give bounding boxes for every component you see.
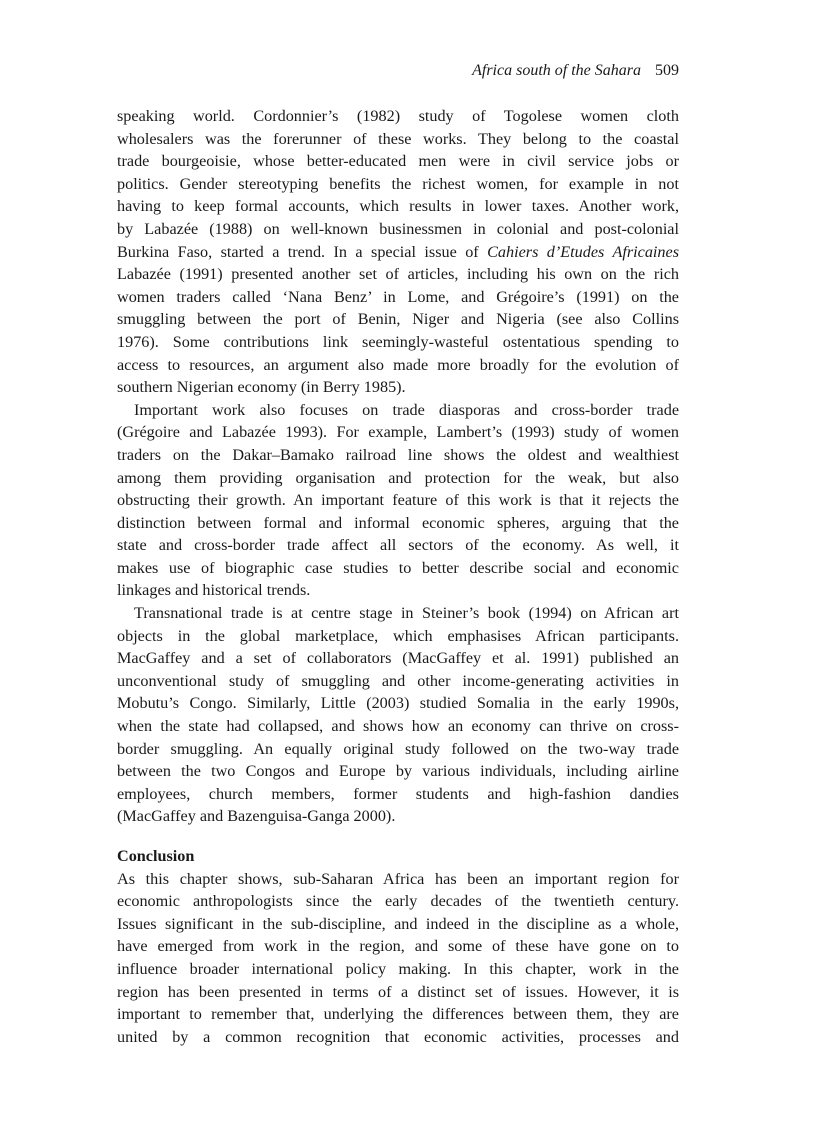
text-line: influence broader international policy making. In this chapter, work in the — [117, 959, 679, 978]
text-line: having to keep formal accounts, which results in lower taxes. Another work, — [117, 197, 679, 216]
text-line: speaking world. Cordonnier’s (1982) study of Togolese women cloth — [117, 107, 679, 125]
conclusion-section — [117, 845, 679, 1048]
page-number: 509 — [655, 62, 679, 79]
text-line: important to remember that, underlying the differences between them, they are — [117, 1005, 679, 1024]
text-line: As this chapter shows, sub-Saharan Africa has been an important region for — [117, 869, 679, 888]
text-line: 1976). Some contributions link seemingly-wasteful ostentatious spending to — [117, 332, 679, 351]
text-line: among them providing organisation and protection for the weak, but also — [117, 468, 679, 487]
text-line: have emerged from work in the region, and some of these have gone on to — [117, 937, 679, 956]
text-line: MacGaffey and a set of collaborators (MacGaffey et al. 1991) published an — [117, 649, 679, 668]
text-line: makes use of biographic case studies to better describe social and economic — [117, 558, 679, 577]
section-heading: Conclusion — [117, 847, 195, 865]
section-gap — [117, 828, 679, 845]
text-line: employees, church members, former students and high-fashion dandies — [117, 784, 679, 803]
text-line: smuggling between the port of Benin, Niger and Nigeria (see also Collins — [117, 310, 679, 329]
text-line: by Labazée (1988) on well-known businessmen in colonial and post-colonial — [117, 219, 679, 238]
text-line: between the two Congos and Europe by various individuals, including airline — [117, 762, 679, 781]
text-line: border smuggling. An equally original study followed on the two-way trade — [117, 739, 679, 758]
text-line: distinction between formal and informal economic spheres, arguing that the — [117, 513, 679, 532]
page-body — [117, 105, 679, 1048]
text-line: women traders called ‘Nana Benz’ in Lome, and Grégoire’s (1991) on the — [117, 287, 679, 306]
text-line: unconventional study of smuggling and other income-generating activities in — [117, 671, 679, 690]
text-line: obstructing their growth. An important feature of this work is that it rejects the — [117, 491, 679, 510]
running-header — [117, 60, 679, 82]
text-line: when the state had collapsed, and shows how an economy can thrive on cross- — [117, 717, 679, 736]
text-line: Issues significant in the sub-discipline, and indeed in the discipline as a whole, — [117, 914, 679, 933]
text-line: objects in the global marketplace, which emphasises African participants. — [117, 626, 679, 645]
text-line: access to resources, an argument also made more broadly for the evolution of — [117, 355, 679, 374]
text-line: economic anthropologists since the early decades of the twentieth century. — [117, 892, 679, 911]
text-line: Mobutu’s Congo. Similarly, Little (2003) studied Somalia in the early 1990s, — [117, 694, 679, 713]
journal-title: Cahiers d’Etudes Africaines — [487, 242, 679, 261]
text-line: Labazée (1991) presented another set of articles, including his own on the rich — [117, 265, 679, 284]
text-line: politics. Gender stereotyping benefits the richest women, for example in not — [117, 174, 679, 193]
text-line: southern Nigerian economy (in Berry 1985). — [117, 378, 406, 397]
text-line: trade bourgeoisie, whose better-educated men were in civil service jobs or — [117, 152, 679, 171]
text-line: (Grégoire and Labazée 1993). For example, Lambert’s (1993) study of women — [117, 423, 679, 442]
paragraph-2 — [117, 399, 679, 602]
text-line: (MacGaffey and Bazenguisa-Ganga 2000). — [117, 807, 396, 826]
text-line: Transnational trade is at centre stage in Steiner’s book (1994) on African art — [134, 604, 679, 623]
text-line: Important work also focuses on trade diasporas and cross-border trade — [134, 400, 679, 419]
paragraph-3 — [117, 602, 679, 828]
text-line-with-journal — [117, 241, 679, 264]
running-title: Africa south of the Sahara — [472, 62, 641, 79]
text-line: linkages and historical trends. — [117, 581, 311, 600]
text-line: united by a common recognition that economic activities, processes and — [117, 1027, 679, 1046]
text-line: traders on the Dakar–Bamako railroad line shows the oldest and wealthiest — [117, 445, 679, 464]
text-line: wholesalers was the forerunner of these works. They belong to the coastal — [117, 129, 679, 148]
text-segment: Burkina Faso, started a trend. In a special issue of — [117, 242, 488, 261]
text-line: state and cross-border trade affect all sectors of the economy. As well, it — [117, 536, 679, 555]
paragraph-1 — [117, 105, 679, 399]
text-line: region has been presented in terms of a distinct set of issues. However, it is — [117, 982, 679, 1001]
